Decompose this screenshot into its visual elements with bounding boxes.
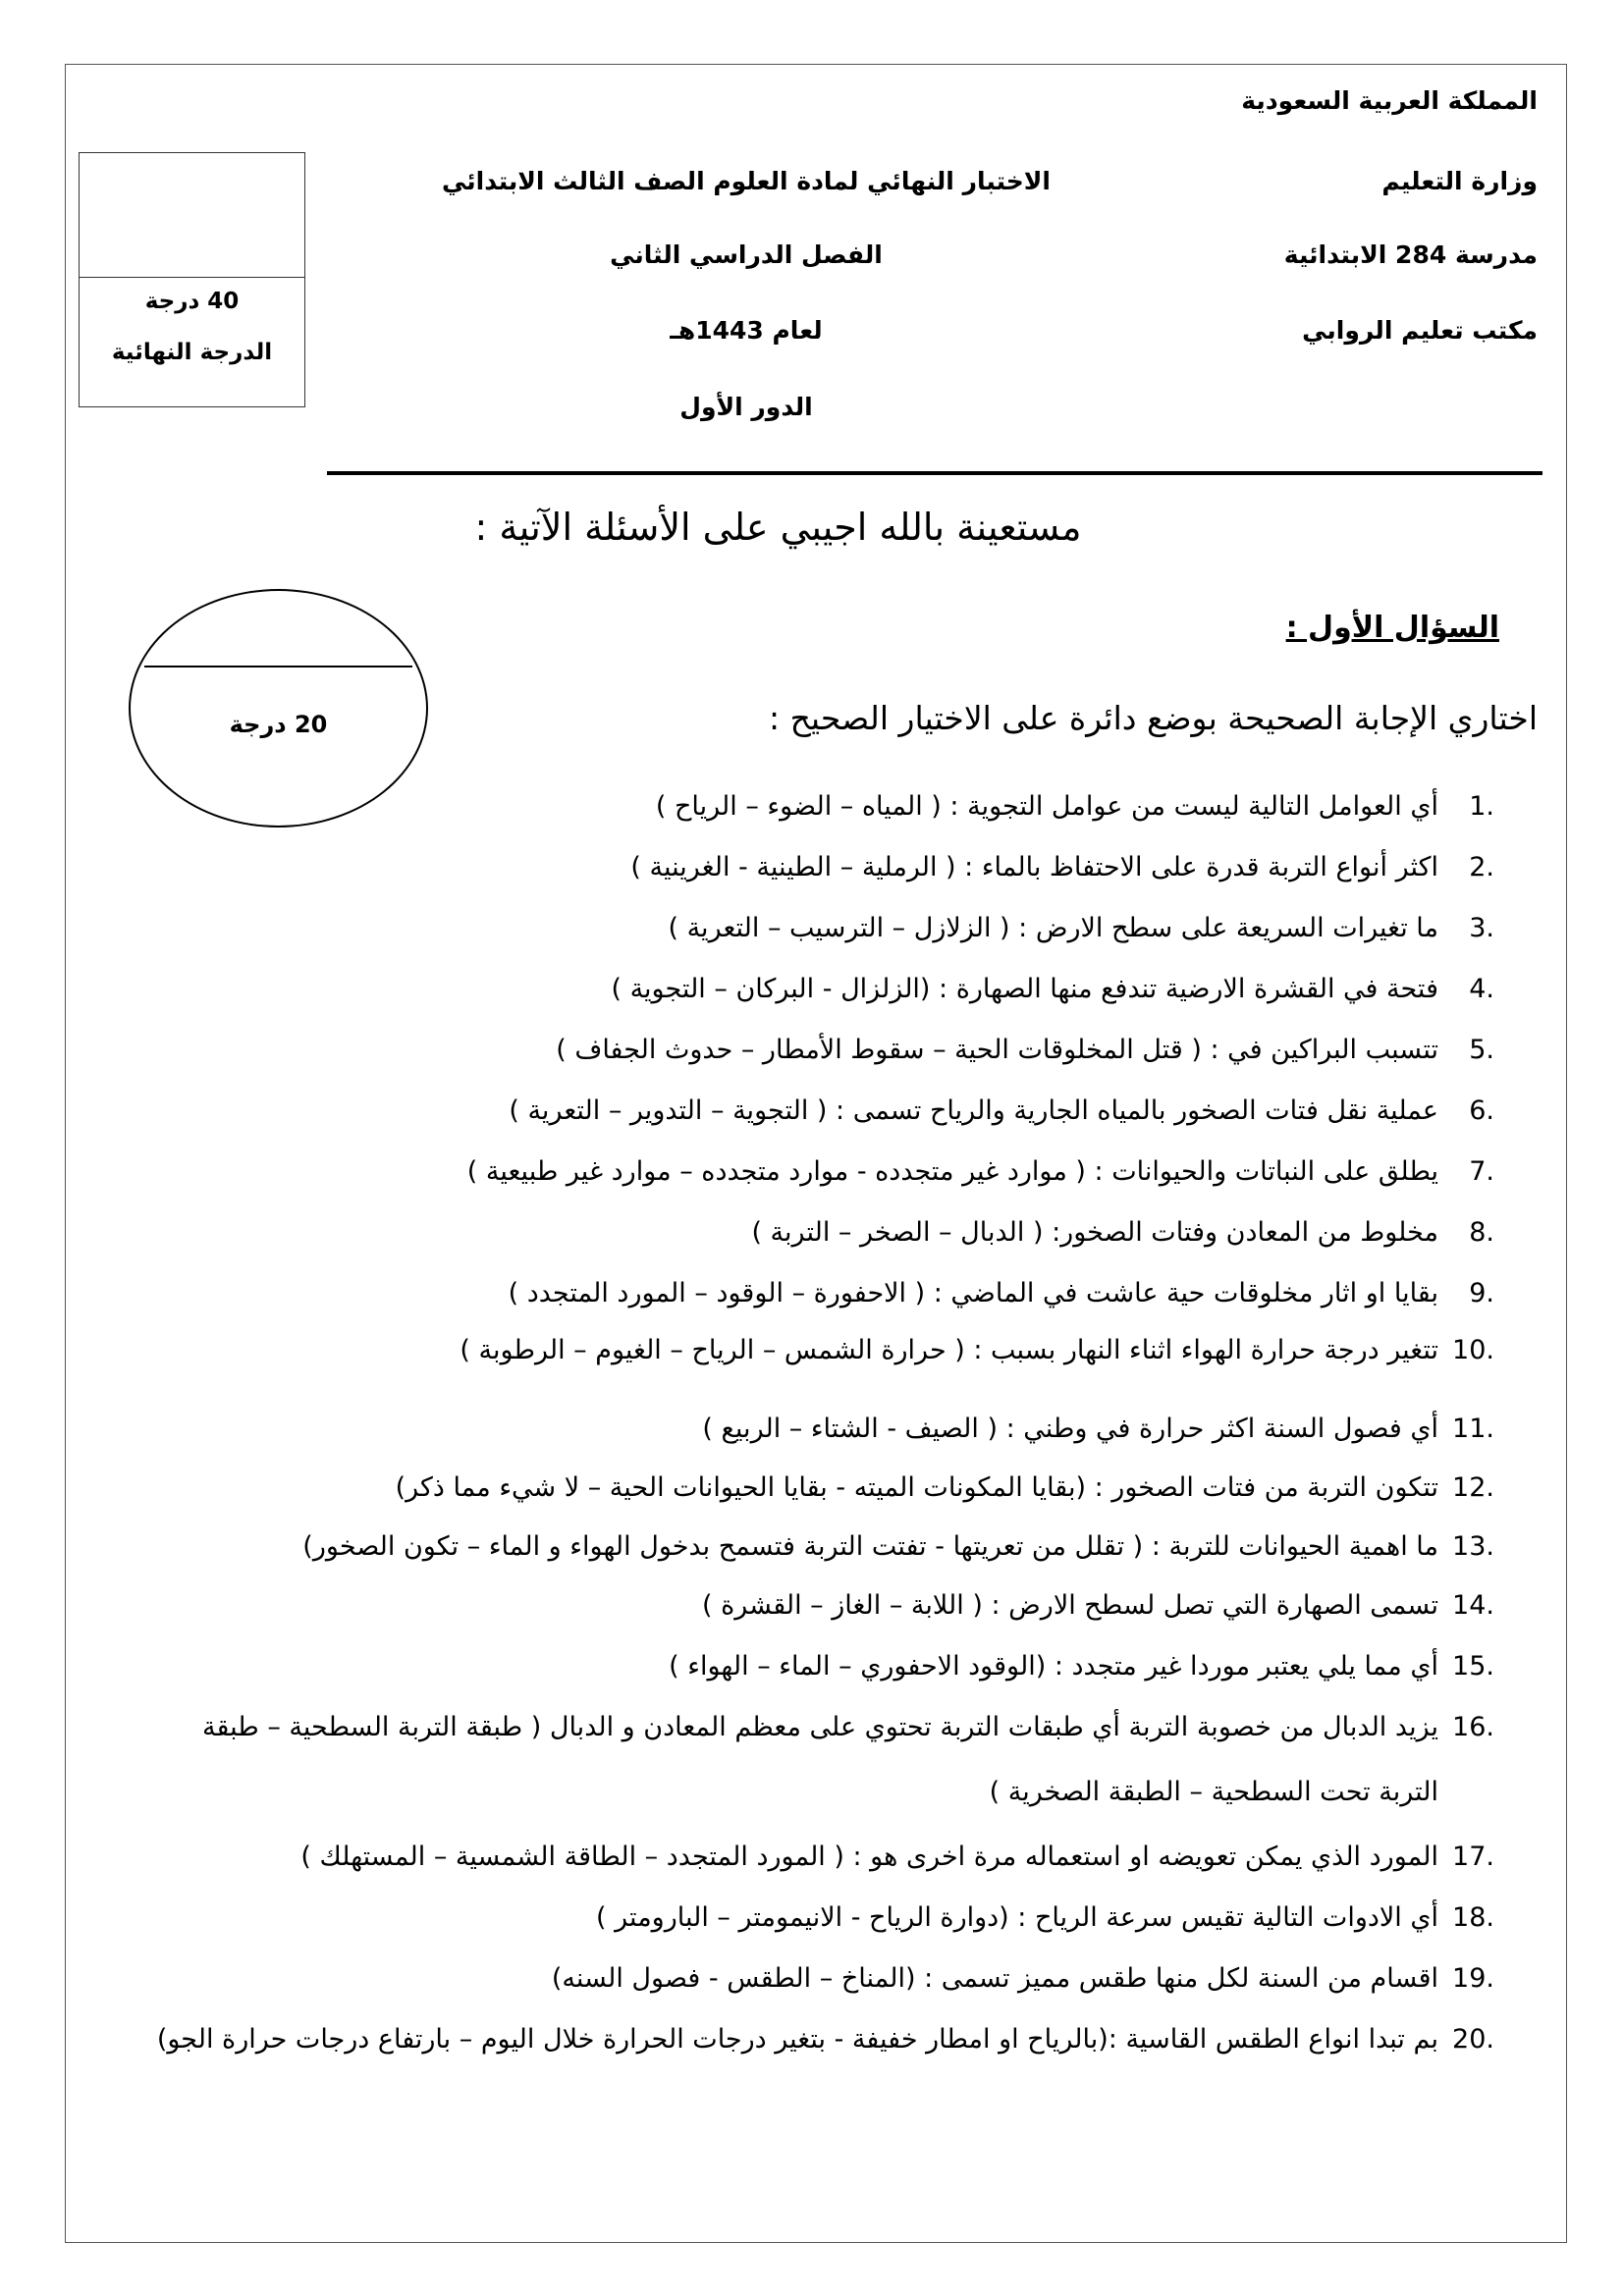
question-text: أي العوامل التالية ليست من عوامل التجوية : ( المياه – الضوء – الرياح ) xyxy=(655,791,1438,822)
question-number: 2. xyxy=(1469,852,1494,882)
question-number: 1. xyxy=(1469,791,1494,822)
question-number: 10. xyxy=(1452,1335,1494,1365)
question-number: 16. xyxy=(1452,1712,1494,1742)
question-number: 9. xyxy=(1469,1278,1494,1308)
grade-label: الدرجة النهائية xyxy=(111,340,273,365)
exam-title: الاختبار النهائي لمادة العلوم الصف الثالث الابتدائي xyxy=(442,167,1051,195)
question-number: 11. xyxy=(1452,1414,1494,1444)
intro-text: مستعينة بالله اجيبي على الأسئلة الآتية : xyxy=(474,506,1082,549)
exam-year: لعام 1443هـ xyxy=(670,316,823,345)
question-text: بقايا او اثار مخلوقات حية عاشت في الماضي : ( الاحفورة – الوقود – المورد المتجدد ) xyxy=(508,1278,1438,1308)
question-text-continued: التربة تحت السطحية – الطبقة الصخرية ) xyxy=(989,1777,1438,1807)
question-text: اقسام من السنة لكل منها طقس مميز تسمى : (المناخ – الطقس - فصول السنه) xyxy=(551,1963,1438,1994)
score-blank-line xyxy=(144,666,412,667)
grade-box xyxy=(79,152,305,407)
header-school: مدرسة 284 الابتدائية xyxy=(1283,240,1538,269)
question-text: أي الادوات التالية تقيس سرعة الرياح : (دوارة الرياح - الانيمومتر – البارومتر ) xyxy=(596,1902,1438,1933)
question-text: ما اهمية الحيوانات للتربة : ( تقلل من تعريتها - تفتت التربة فتسمح بدخول الهواء و الماء – تكون الصخور) xyxy=(302,1531,1438,1562)
header-country: المملكة العربية السعودية xyxy=(1241,86,1538,115)
question-number: 5. xyxy=(1469,1035,1494,1065)
question-1-title: السؤال الأول : xyxy=(1285,611,1499,645)
question-text: يطلق على النباتات والحيوانات : ( موارد غير متجدده - موارد متجدده – موارد غير طبيعية ) xyxy=(466,1156,1438,1187)
question-number: 18. xyxy=(1452,1902,1494,1933)
question-number: 15. xyxy=(1452,1651,1494,1682)
exam-round: الدور الأول xyxy=(679,393,813,421)
question-number: 19. xyxy=(1452,1963,1494,1994)
header-ministry: وزارة التعليم xyxy=(1381,167,1538,195)
section-score: 20 درجة xyxy=(229,711,328,738)
question-number: 13. xyxy=(1452,1531,1494,1562)
instruction: اختاري الإجابة الصحيحة بوضع دائرة على الاختيار الصحيح : xyxy=(769,699,1538,737)
question-number: 12. xyxy=(1452,1472,1494,1503)
exam-term: الفصل الدراسي الثاني xyxy=(610,240,883,269)
question-number: 7. xyxy=(1469,1156,1494,1187)
question-number: 20. xyxy=(1452,2024,1494,2055)
grade-box-divider xyxy=(80,277,304,278)
question-text: تتكون التربة من فتات الصخور : (بقايا المكونات الميته - بقايا الحيوانات الحية – لا شيء مما ذكر) xyxy=(395,1472,1438,1503)
header-office: مكتب تعليم الروابي xyxy=(1302,316,1538,345)
question-text: أي مما يلي يعتبر موردا غير متجدد : (الوقود الاحفوري – الماء – الهواء ) xyxy=(669,1651,1438,1682)
question-text: مخلوط من المعادن وفتات الصخور: ( الدبال – الصخر – التربة ) xyxy=(751,1217,1438,1248)
question-text: يزيد الدبال من خصوبة التربة أي طبقات التربة تحتوي على معظم المعادن و الدبال ( طبقة التربة السطحية – طبقة xyxy=(201,1712,1438,1742)
question-text: تسمى الصهارة التي تصل لسطح الارض : ( اللابة – الغاز – القشرة ) xyxy=(701,1590,1438,1621)
question-text: تتغير درجة حرارة الهواء اثناء النهار بسبب : ( حرارة الشمس – الرياح – الغيوم – الرطوبة ) xyxy=(460,1335,1438,1365)
header-divider xyxy=(327,471,1542,475)
question-number: 3. xyxy=(1469,913,1494,943)
question-number: 17. xyxy=(1452,1842,1494,1872)
grade-total: 40 درجة xyxy=(144,289,240,314)
question-text: فتحة في القشرة الارضية تندفع منها الصهارة : (الزلزال - البركان – التجوية ) xyxy=(611,974,1438,1004)
question-number: 8. xyxy=(1469,1217,1494,1248)
question-text: المورد الذي يمكن تعويضه او استعماله مرة اخرى هو : ( المورد المتجدد – الطاقة الشمسية – المستهلك ) xyxy=(300,1842,1438,1872)
question-text: ما تغيرات السريعة على سطح الارض : ( الزلازل – الترسيب – التعرية ) xyxy=(668,913,1438,943)
question-number: 14. xyxy=(1452,1590,1494,1621)
question-number: 6. xyxy=(1469,1095,1494,1126)
question-number: 4. xyxy=(1469,974,1494,1004)
question-text: بم تبدا انواع الطقس القاسية :(بالرياح او امطار خفيفة - بتغير درجات الحرارة خلال اليوم – بارتفاع درجات حرارة الجو) xyxy=(156,2024,1438,2055)
question-text: عملية نقل فتات الصخور بالمياه الجارية والرياح تسمى : ( التجوية – التدوير – التعرية ) xyxy=(509,1095,1438,1126)
question-text: اكثر أنواع التربة قدرة على الاحتفاظ بالماء : ( الرملية – الطينية - الغرينية ) xyxy=(630,852,1438,882)
question-text: أي فصول السنة اكثر حرارة في وطني : ( الصيف - الشتاء – الربيع ) xyxy=(702,1414,1438,1444)
question-text: تتسبب البراكين في : ( قتل المخلوقات الحية – سقوط الأمطار – حدوث الجفاف ) xyxy=(556,1035,1438,1065)
score-ellipse xyxy=(129,589,428,828)
